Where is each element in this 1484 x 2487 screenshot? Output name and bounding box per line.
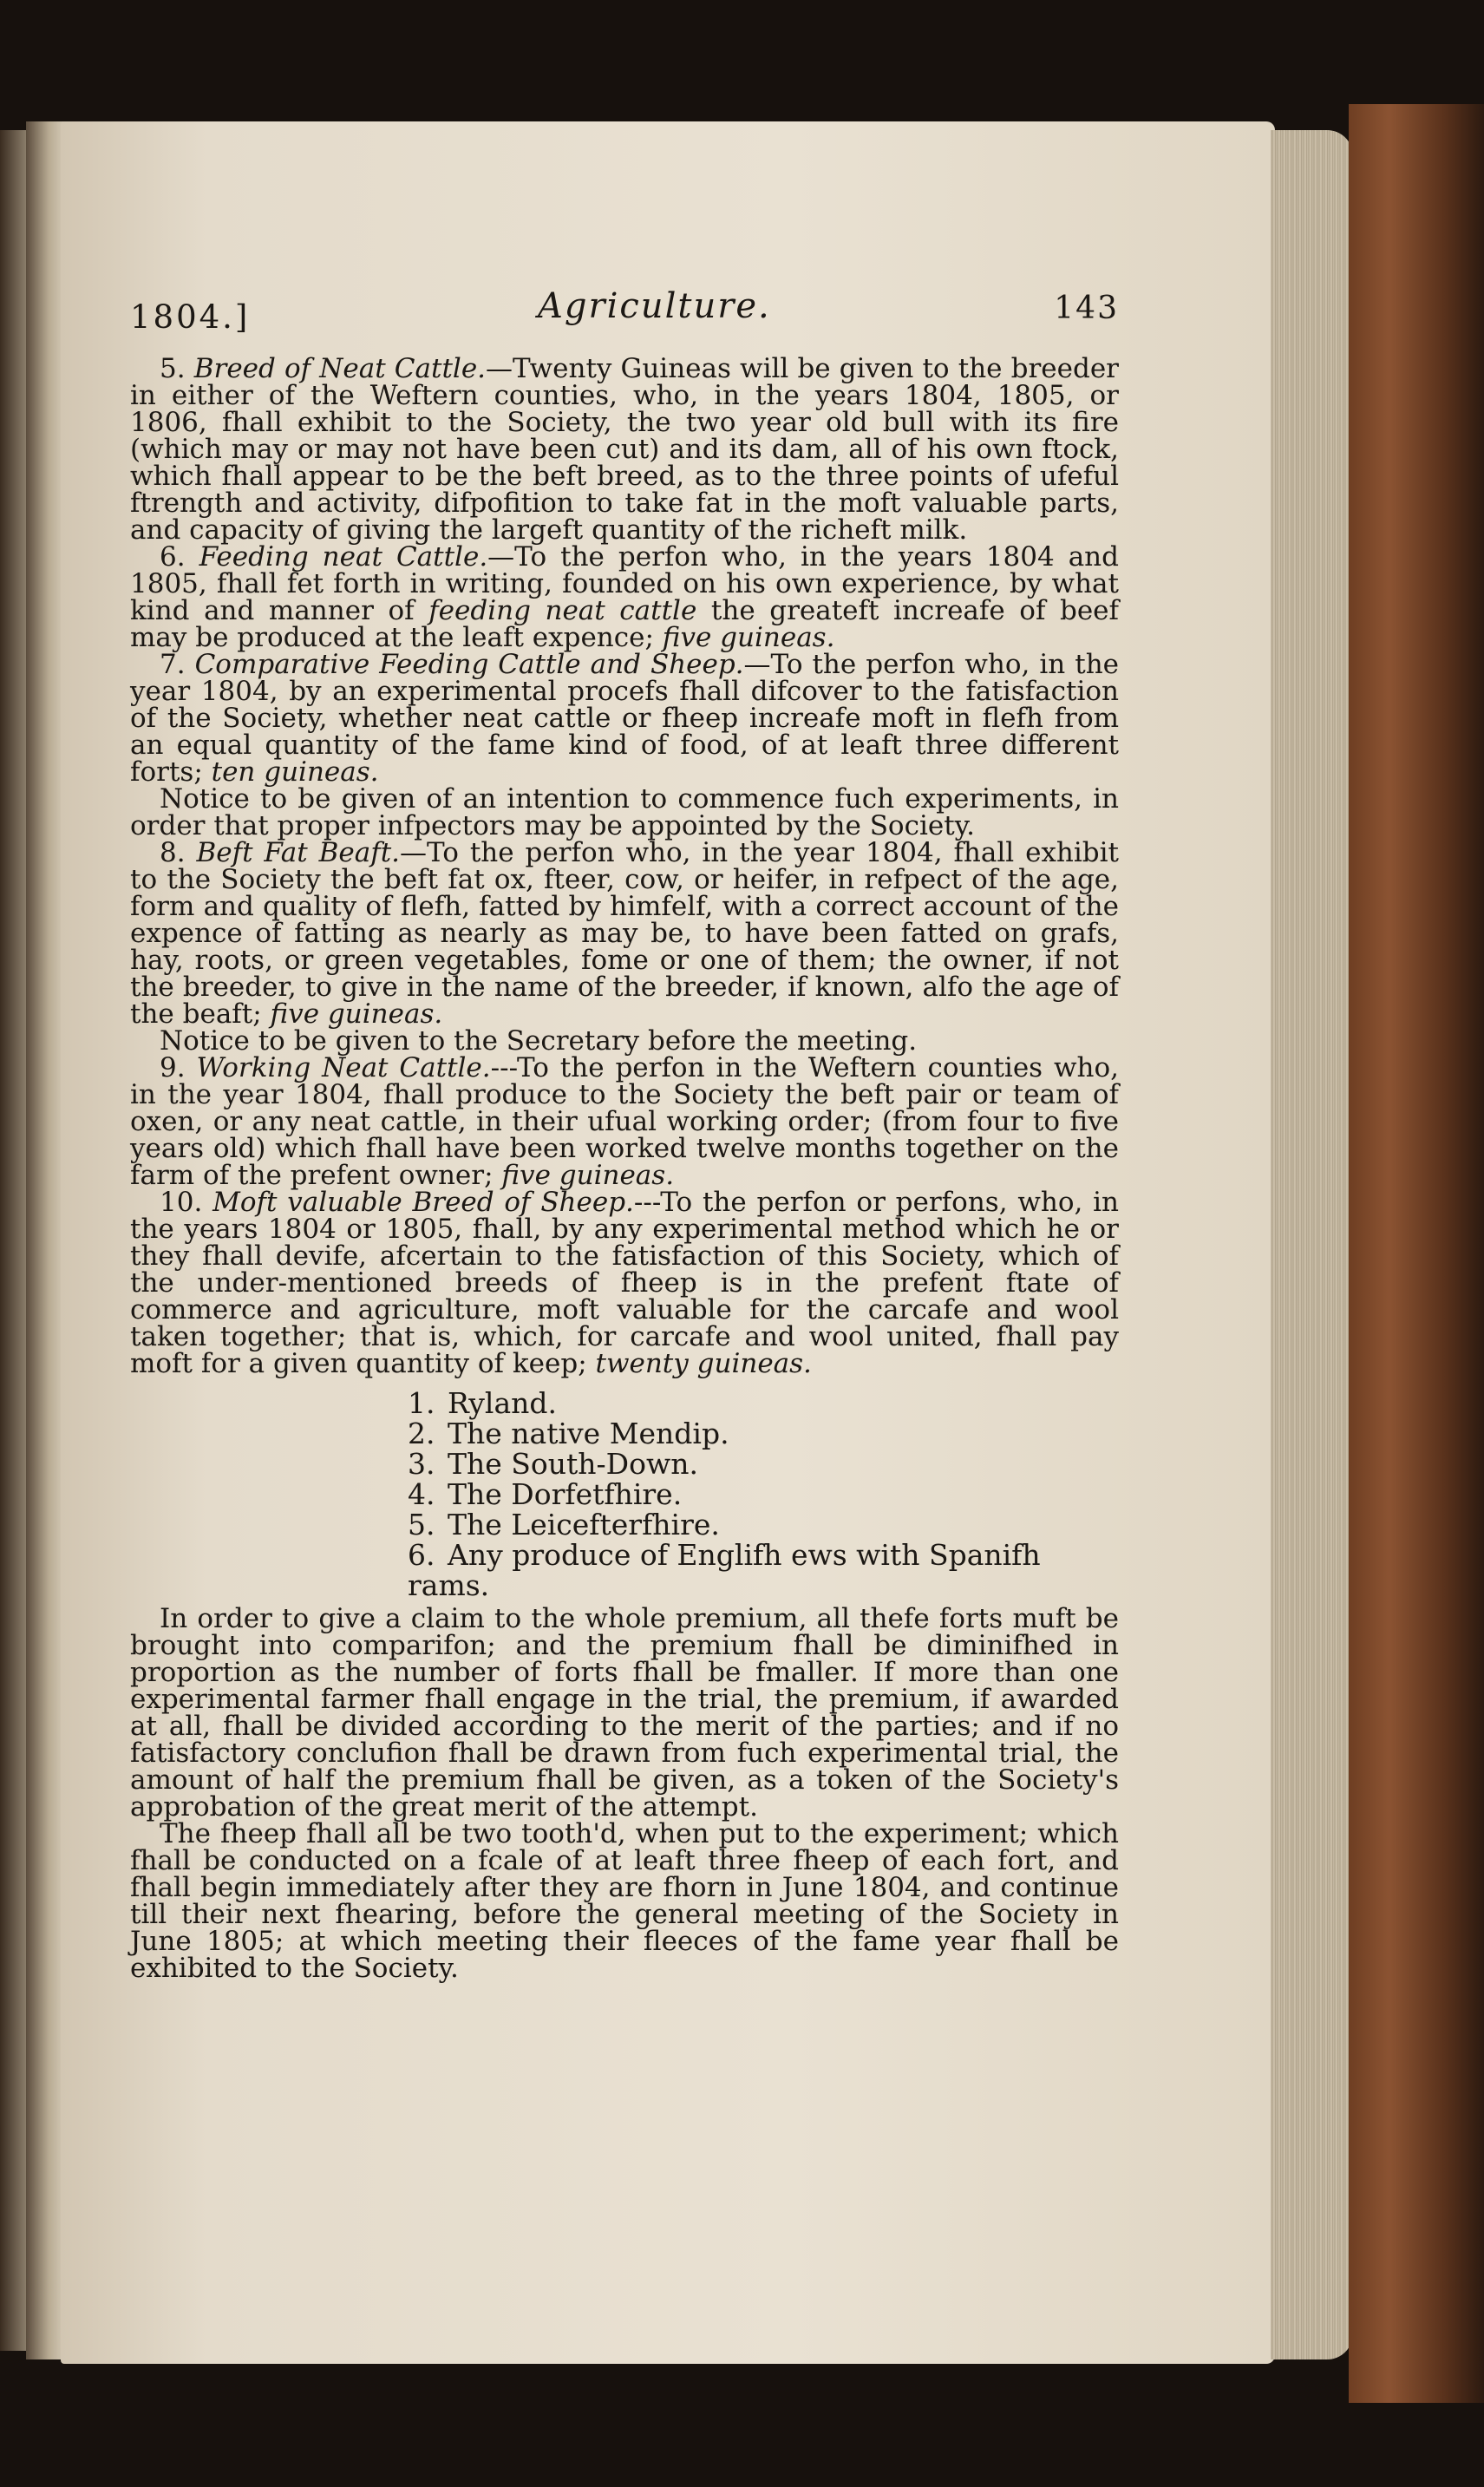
previous-page-edge <box>0 130 26 2351</box>
item-text: —To the perfon who, in the years 1804 and 1805, fhall fet forth in writing, founded on his own experience, by what kind and manner of <box>130 541 1119 626</box>
item-notice: Notice to be given to the Secretary before the meeting. <box>160 1025 918 1057</box>
item-title: Comparative Feeding Cattle and Sheep. <box>194 649 744 680</box>
item-reward: five guineas. <box>270 998 443 1030</box>
item-text: the greateft increafe of beef may be produced at the leaft expence; <box>130 595 1120 653</box>
item-text-italic: feeding neat cattle <box>428 595 697 626</box>
item-number: 5. <box>160 353 186 384</box>
closing-paragraph: The fheep fhall all be two tooth'd, when put to the experiment; which fhall be conducted on a fcale of at leaft three fheep of each fort, and fhall begin immediately after they are fhorn in June 1804, and continue till their next fhearing, before the general meeting of the Society in June 1805; at which meeting their fleeces of the fame year fhall be exhibited to the Society. <box>130 1818 1119 1984</box>
item-title: Beft Fat Beaft. <box>196 837 401 868</box>
premium-item-5 <box>130 353 1119 546</box>
item-text: —To the perfon who, in the year 1804, by an experimental procefs fhall difcover to the fatisfaction of the Society, whether neat cattle or fheep increafe moft in flefh from an equal quantity of the fame kind of food, of at leaft three different forts; <box>130 649 1120 788</box>
item-title: Working Neat Cattle. <box>196 1052 491 1083</box>
premium-item-9 <box>130 1052 1119 1191</box>
premium-item-6 <box>130 541 1120 653</box>
item-reward: five guineas. <box>662 622 835 653</box>
list-item: 3. The South-Down. <box>408 1447 698 1481</box>
item-number: 9. <box>160 1052 186 1083</box>
item-number: 7. <box>160 649 186 680</box>
premium-item-8 <box>130 837 1120 1030</box>
item-title: Moft valuable Breed of Sheep. <box>212 1187 634 1218</box>
item-text: —To the perfon who, in the year 1804, fhall exhibit to the Society the beft fat ox, fteer, cow, or heifer, in refpect of the age, form and quality of flefh, fatted by himfelf, with a correct account of the expence of fatting as nearly as may be, to have been fatted on grafs, hay, roots, or green vegetables, fome or one of them; the owner, if not the breeder, to give in the name of the breeder, if known, alfo the age of the beaft; <box>130 837 1120 1030</box>
closing-paragraph: In order to give a claim to the whole premium, all thefe forts muft be brought into comparifon; and the premium fhall be diminifhed in proportion as the number of forts fhall be fmaller. If more than one experimental farmer fhall engage in the trial, the premium, if awarded at all, fhall be divided according to the merit of the parties; and if no fatisfactory conclufion fhall be drawn from fuch experimental trial, the amount of half the premium fhall be given, as a token of the Society's approbation of the great merit of the attempt. <box>130 1603 1119 1823</box>
page-content <box>130 278 1119 1982</box>
item-number: 6. <box>160 541 186 573</box>
header-section: Agriculture. <box>538 286 771 326</box>
list-item: 6. Any produce of Englifh ews with Spanifh rams. <box>408 1538 1041 1602</box>
list-item: 5. The Leicefterfhire. <box>408 1508 720 1541</box>
page-edges <box>1271 130 1353 2359</box>
item-number: 10. <box>160 1187 203 1218</box>
running-header <box>130 278 1119 356</box>
list-item: 2. The native Mendip. <box>408 1417 729 1450</box>
list-item: 4. The Dorfetfhire. <box>408 1477 683 1511</box>
item-text: —Twenty Guineas will be given to the breeder in either of the Weftern counties, who, in the years 1804, 1805, or 1806, fhall exhibit to the Society, the two year old bull with its fire (which may or may not have been cut) and its dam, all of his own ftock, which fhall appear to be the beft breed, as to the three points of ufeful ftrength and activity, difpofition to take fat in the moft valuable parts, and capacity of giving the largeft quantity of the richeft milk. <box>130 353 1119 546</box>
book-cover-spine <box>1349 104 1484 2403</box>
item-notice: Notice to be given of an intention to commence fuch experiments, in order that proper infpectors may be appointed by the Society. <box>130 783 1119 841</box>
item-text: ---To the perfon in the Weftern counties who, in the year 1804, fhall produce to the Society the beft pair or team of oxen, or any neat cattle, in their ufual working order; (from four to five years old) which fhall have been worked twelve months together on the farm of the prefent owner; <box>130 1052 1119 1191</box>
item-text: ---To the perfon or perfons, who, in the years 1804 or 1805, fhall, by any experimental method which he or they fhall devife, afcertain to the fatisfaction of this Society, which of the under-mentioned breeds of fheep is in the prefent ftate of commerce and agriculture, moft valuable for the carcafe and wool taken together; that is, which, for carcafe and wool united, fhall pay moft for a given quantity of keep; <box>130 1187 1120 1379</box>
premium-item-7 <box>130 651 1119 786</box>
item-reward: ten guineas. <box>211 756 379 788</box>
item-reward: five guineas. <box>501 1160 675 1191</box>
item-title: Breed of Neat Cattle. <box>193 353 487 384</box>
page-number: 143 <box>1054 291 1119 326</box>
header-year: 1804.] <box>130 298 251 336</box>
item-reward: twenty guineas. <box>595 1348 812 1379</box>
sheep-breed-list <box>130 1388 1119 1600</box>
item-number: 8. <box>160 837 186 868</box>
list-item: 1. Ryland. <box>408 1386 558 1420</box>
premium-item-10 <box>130 1189 1119 1378</box>
item-title: Feeding neat Cattle. <box>199 541 488 573</box>
